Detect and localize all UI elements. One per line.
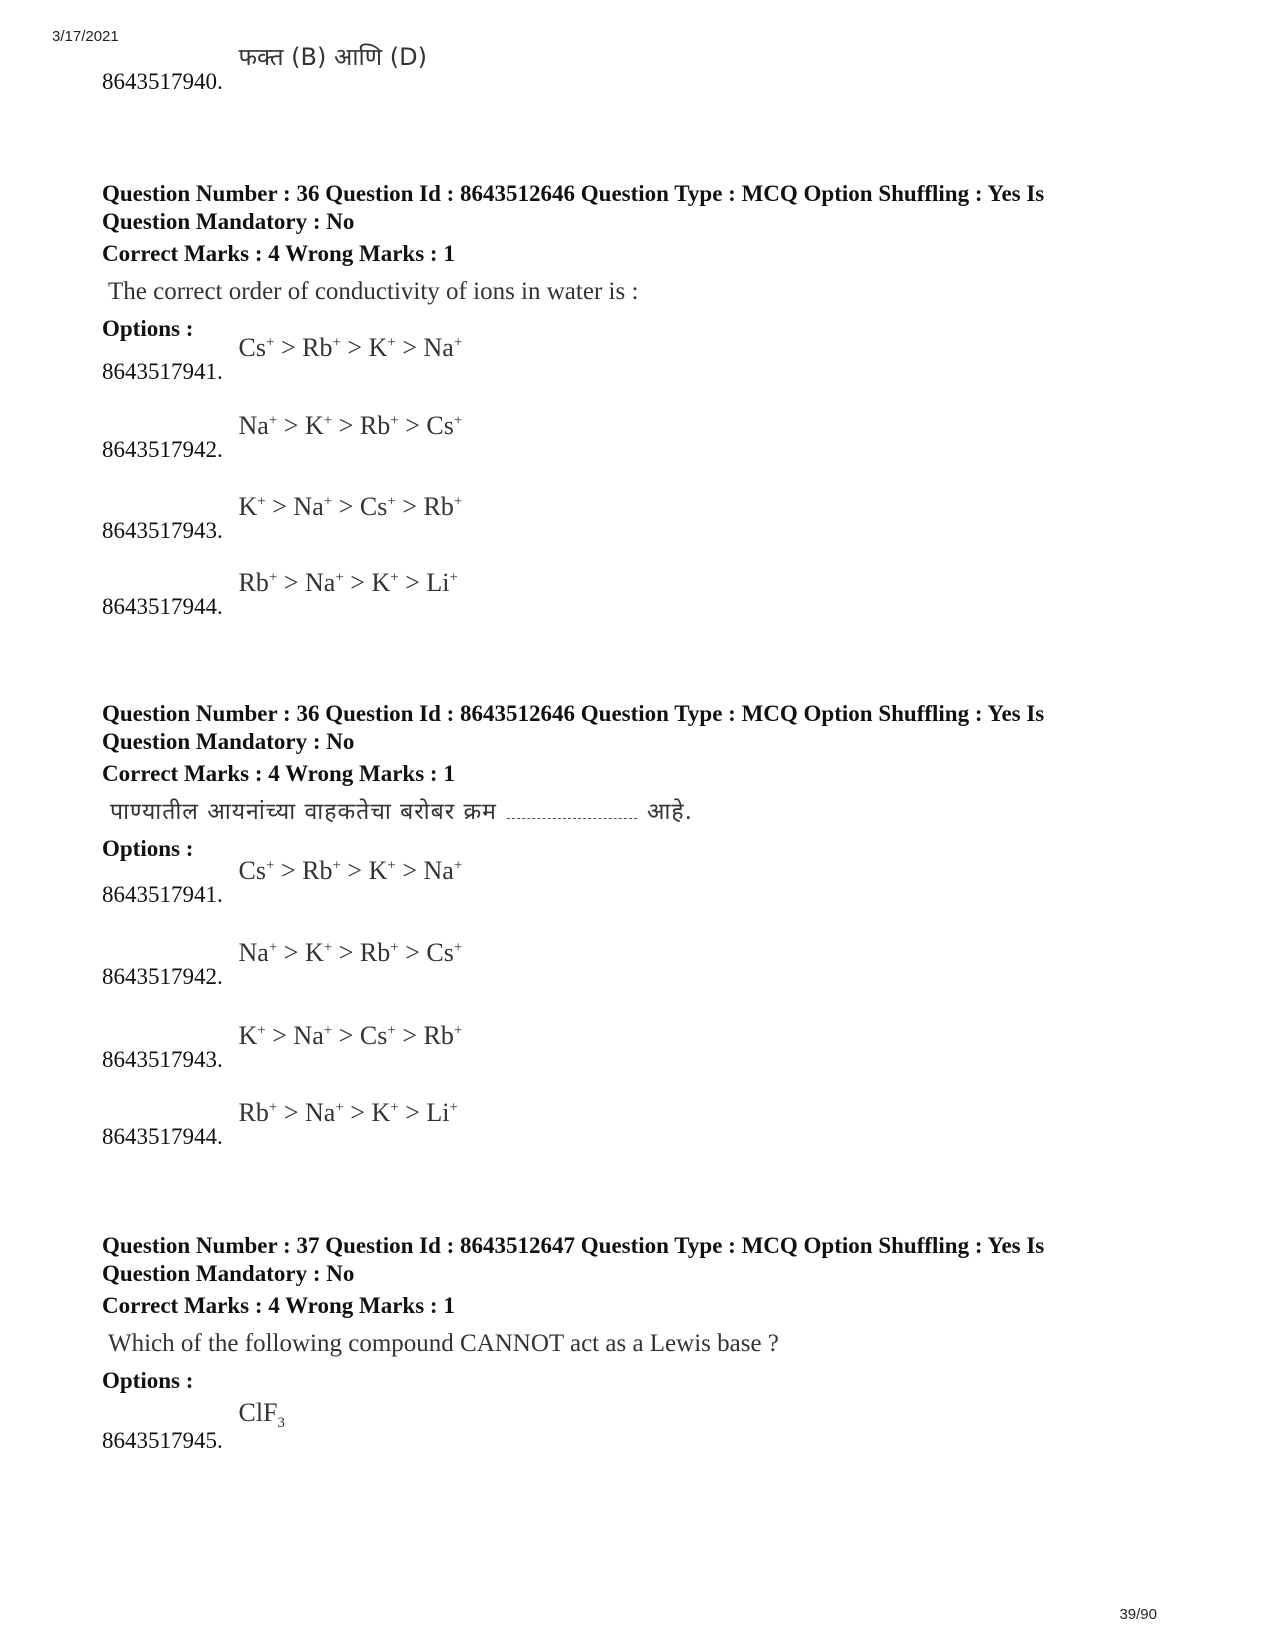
option-id: 8643517943. [102,1047,223,1072]
question-header-line2: Question Mandatory : No [102,729,355,754]
option-id: 8643517942. [102,964,223,989]
option-formula: ClF$_3$ [238,1398,286,1432]
option-id: 8643517944. [102,594,223,619]
option-id: 8643517941. [102,882,223,907]
option-item [102,1398,286,1454]
question-block-36-en [102,180,1162,342]
question-marks: Correct Marks : 4 Wrong Marks : 1 [102,241,455,266]
question-marks: Correct Marks : 4 Wrong Marks : 1 [102,761,455,786]
option-item [102,1098,458,1150]
option-formula: Cs+ > Rb+ > K+ > Na+ [238,856,463,885]
option-id: 8643517942. [102,437,223,462]
options-label: Options : [102,316,194,341]
question-header-line2: Question Mandatory : No [102,209,355,234]
question-text: The correct order of conductivity of ions in water is : [108,278,639,305]
option-item [102,1021,463,1073]
options-label: Options : [102,836,194,861]
option-item [102,333,463,385]
option-item [102,492,463,544]
options-label: Options : [102,1368,194,1393]
option-id: 8643517940. [102,69,223,94]
question-text: पाण्यातील आयनांच्या वाहकतेचा बरोबर क्रम आहे. [110,799,693,825]
option-id: 8643517944. [102,1124,223,1149]
option-formula: Rb+ > Na+ > K+ > Li+ [238,568,458,597]
question-marks: Correct Marks : 4 Wrong Marks : 1 [102,1293,455,1318]
question-block-37 [102,1232,1162,1394]
header-date: 3/17/2021 [52,28,119,45]
option-formula: Cs+ > Rb+ > K+ > Na+ [238,333,463,362]
option-item [102,856,463,908]
option-formula: Rb+ > Na+ > K+ > Li+ [238,1098,458,1127]
option-id: 8643517945. [102,1428,223,1454]
option-text: फक्त (B) आणि (D) [238,43,427,71]
option-formula: Na+ > K+ > Rb+ > Cs+ [238,411,463,440]
fill-blank [507,818,637,819]
option-item [102,568,458,620]
option-formula: Na+ > K+ > Rb+ > Cs+ [238,938,463,967]
question-header-line1: Question Number : 37 Question Id : 8643512647 Question Type : MCQ Option Shuffling : Yes Is [102,1233,1045,1258]
option-item [102,43,427,95]
question-text: Which of the following compound CANNOT act as a Lewis base ? [108,1330,779,1357]
option-id: 8643517941. [102,359,223,384]
option-formula: K+ > Na+ > Cs+ > Rb+ [238,1021,463,1050]
option-item [102,938,463,990]
option-id: 8643517943. [102,518,223,543]
option-item [102,411,463,463]
question-header-line1: Question Number : 36 Question Id : 8643512646 Question Type : MCQ Option Shuffling : Yes Is [102,701,1045,726]
option-formula: K+ > Na+ > Cs+ > Rb+ [238,492,463,521]
footer-page-number: 39/90 [1119,1606,1157,1623]
question-header-line1: Question Number : 36 Question Id : 8643512646 Question Type : MCQ Option Shuffling : Yes Is [102,181,1045,206]
question-header-line2: Question Mandatory : No [102,1261,355,1286]
question-block-36-mr [102,700,1162,862]
